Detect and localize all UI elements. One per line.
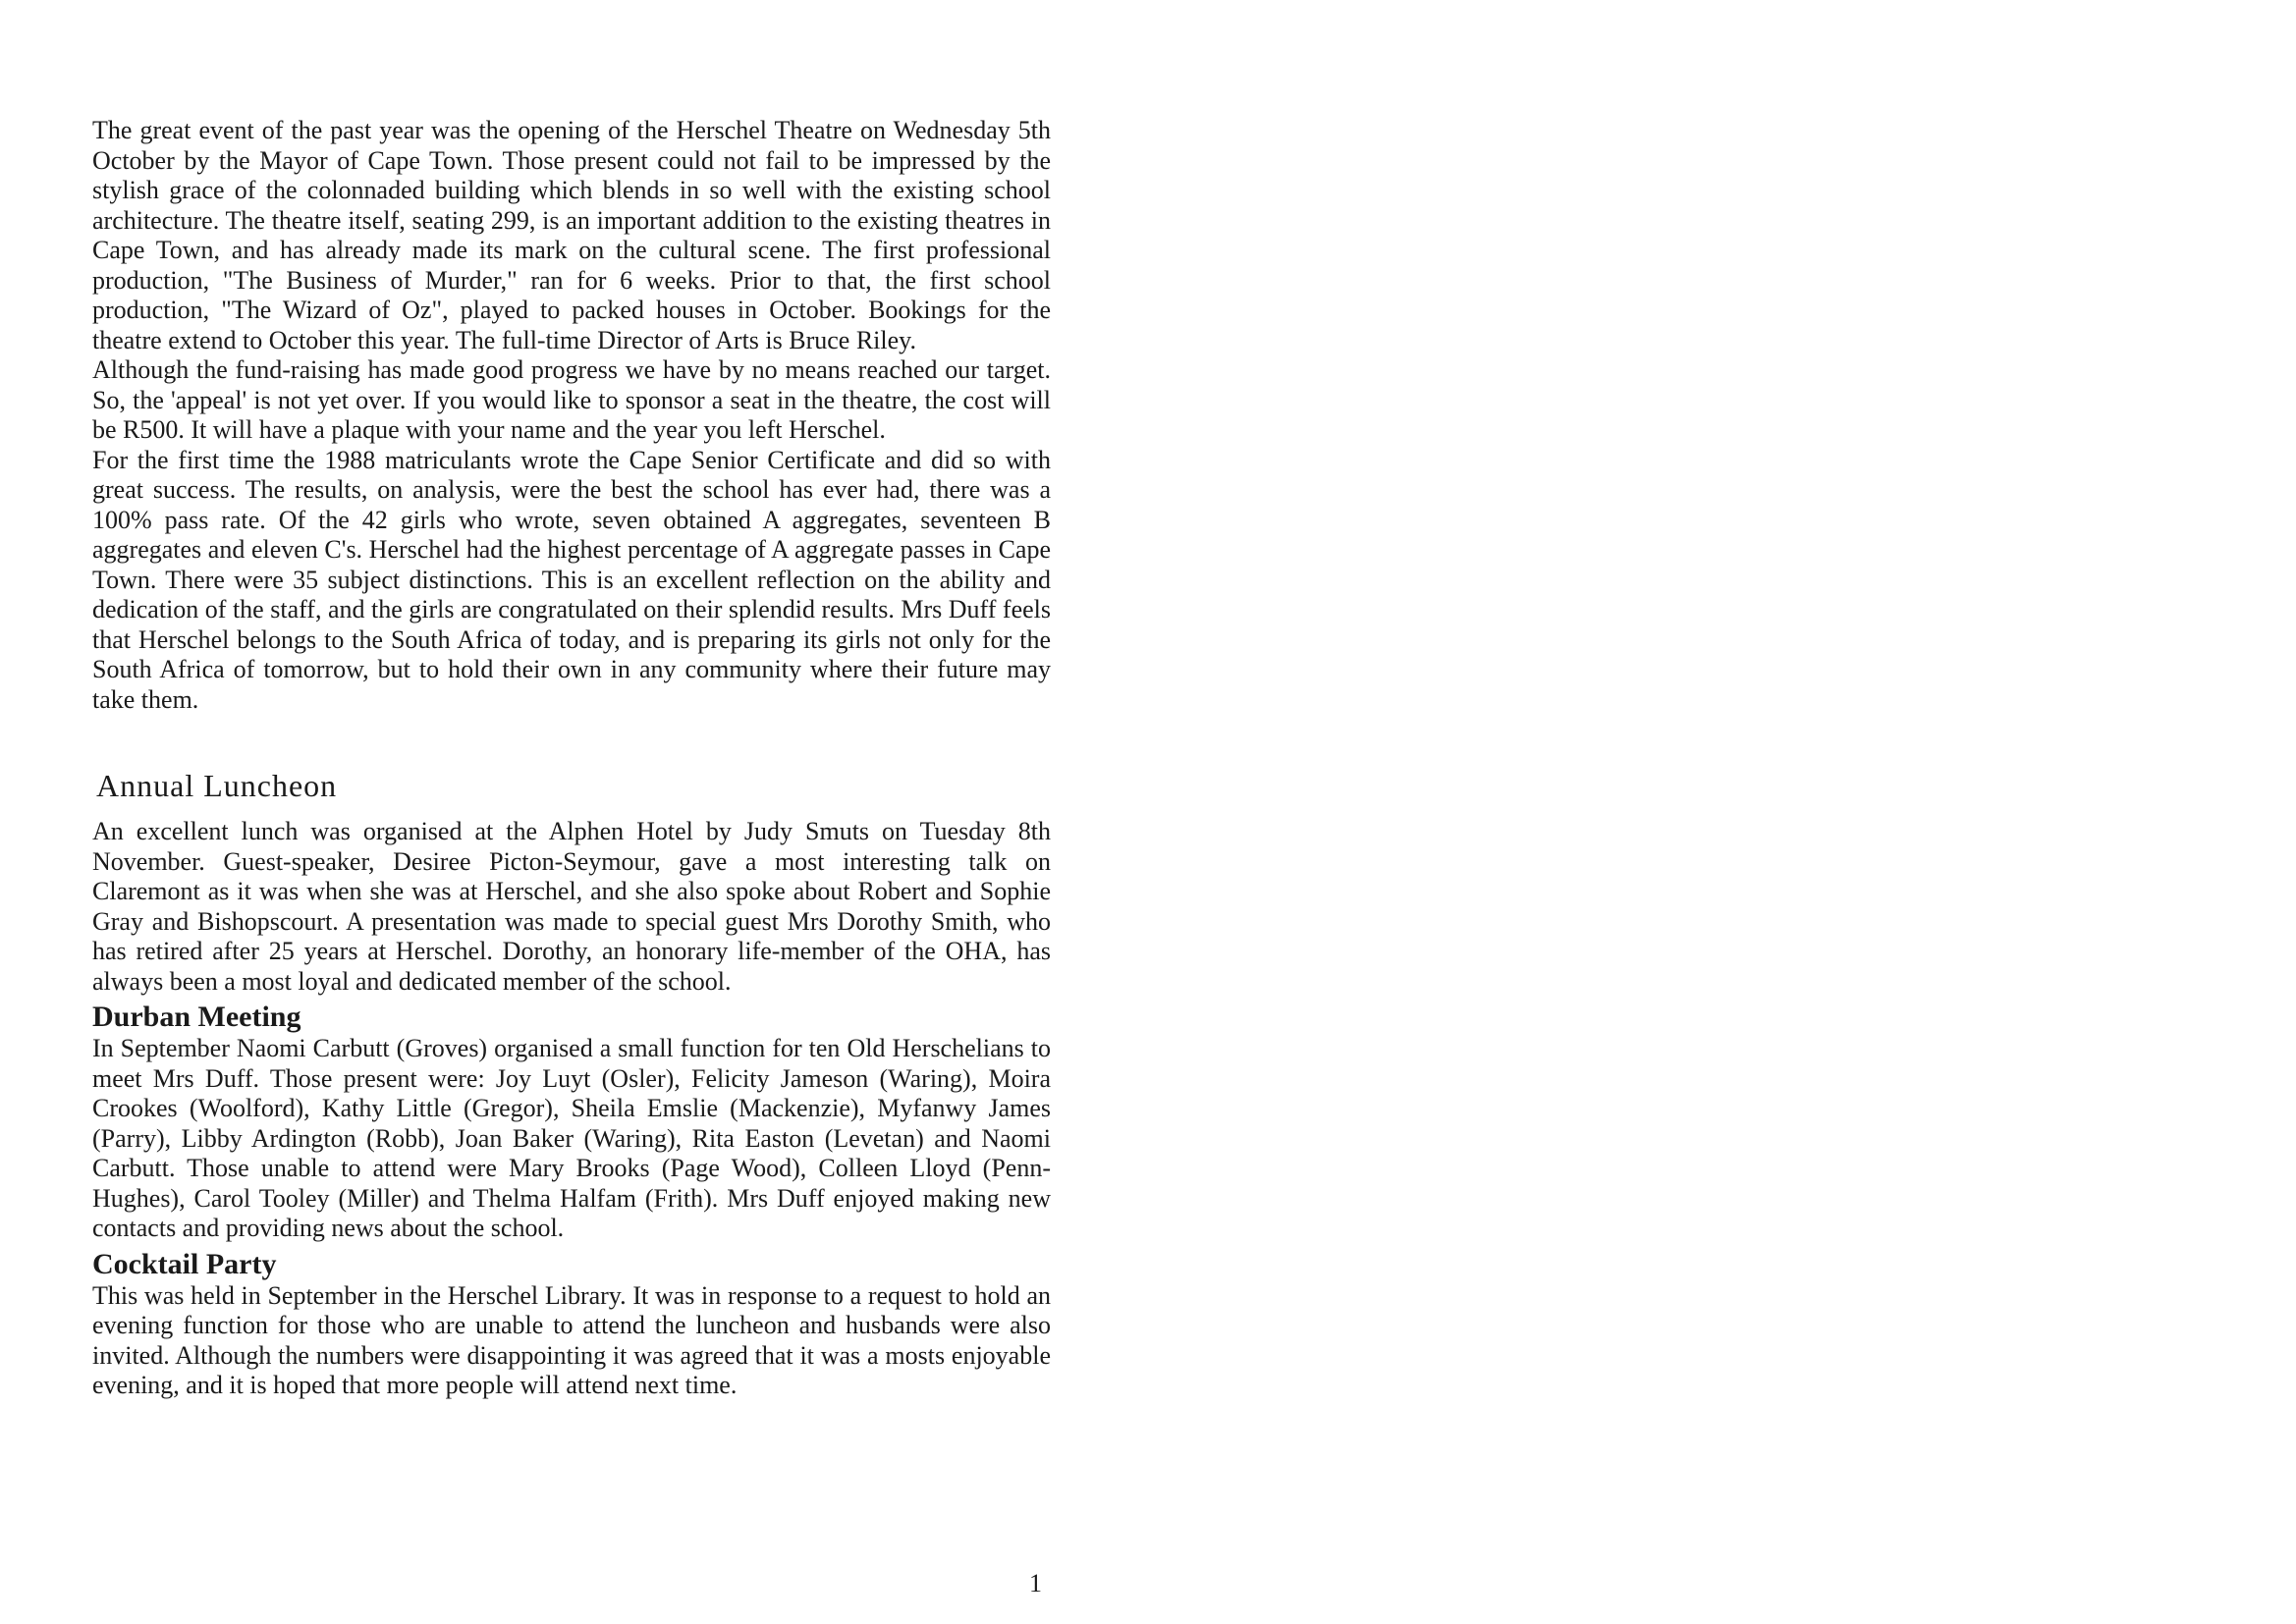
durban-paragraph: In September Naomi Carbutt (Groves) organised a small function for ten Old Herschelians to meet Mrs Duff. Those present were: Joy Luyt (Osler), Felicity Jameson (Waring), Moira Crookes (Woolford), Kathy Little (Gregor), Sheila Emslie (Mackenzie), Myfanwy James (Parry), Libby Ardington (Robb), Joan Baker (Waring), Rita Easton (Levetan) and Naomi Carbutt. Those unable to attend were Mary Brooks (Page Wood), Colleen Lloyd (Penn-Hughes), Carol Tooley (Miller) and Thelma Halfam (Frith). Mrs Duff enjoyed making new contacts and providing news about the school.	[92, 1034, 1051, 1242]
page-number: 1	[1029, 1569, 1042, 1597]
intro-paragraph-theatre: The great event of the past year was the opening of the Herschel Theatre on Wednesday 5th October by the Mayor of Cape Town. Those present could not fail to be impressed by the stylish grace of the colonnaded building which blends in so well with the existing school architecture. The theatre itself, seating 299, is an important addition to the existing theatres in Cape Town, and has already made its mark on the cultural scene. The first professional production, "The Business of Murder," ran for 6 weeks. Prior to that, the first school production, "The Wizard of Oz", played to packed houses in October. Bookings for the theatre extend to October this year. The full-time Director of Arts is Bruce Riley.	[92, 116, 1051, 354]
document-page	[92, 116, 1051, 1401]
heading-cocktail-party: Cocktail Party	[92, 1247, 277, 1280]
cocktail-paragraph: This was held in September in the Herschel Library. It was in response to a request to hold an evening function for those who are unable to attend the luncheon and husbands were also invited. Although the numbers were disappointing it was agreed that it was a mosts enjoyable evening, and it is hoped that more people will attend next time.	[92, 1280, 1051, 1399]
intro-paragraph-appeal: Although the fund-raising has made good progress we have by no means reached our target. So, the 'appeal' is not yet over. If you would like to sponsor a seat in the theatre, the cost will be R500. It will have a plaque with your name and the year you left Herschel.	[92, 355, 1051, 444]
luncheon-paragraph: An excellent lunch was organised at the Alphen Hotel by Judy Smuts on Tuesday 8th November. Guest-speaker, Desiree Picton-Seymour, gave a most interesting talk on Claremont as it was when she was at Herschel, and she also spoke about Robert and Sophie Gray and Bishopscourt. A presentation was made to special guest Mrs Dorothy Smith, who has retired after 25 years at Herschel. Dorothy, an honorary life-member of the OHA, has always been a most loyal and dedicated member of the school.	[92, 817, 1051, 996]
section-title-annual-luncheon: Annual Luncheon	[96, 768, 338, 803]
intro-paragraph-results: For the first time the 1988 matriculants wrote the Cape Senior Certificate and did so with great success. The results, on analysis, were the best the school has ever had, there was a 100% pass rate. Of the 42 girls who wrote, seven obtained A aggregates, seventeen B aggregates and eleven C's. Herschel had the highest percentage of A aggregate passes in Cape Town. There were 35 subject distinctions. This is an excellent reflection on the ability and dedication of the staff, and the girls are congratulated on their splendid results. Mrs Duff feels that Herschel belongs to the South Africa of today, and is preparing its girls not only for the South Africa of tomorrow, but to hold their own in any community where their future may take them.	[92, 445, 1051, 714]
heading-durban-meeting: Durban Meeting	[92, 1001, 301, 1033]
